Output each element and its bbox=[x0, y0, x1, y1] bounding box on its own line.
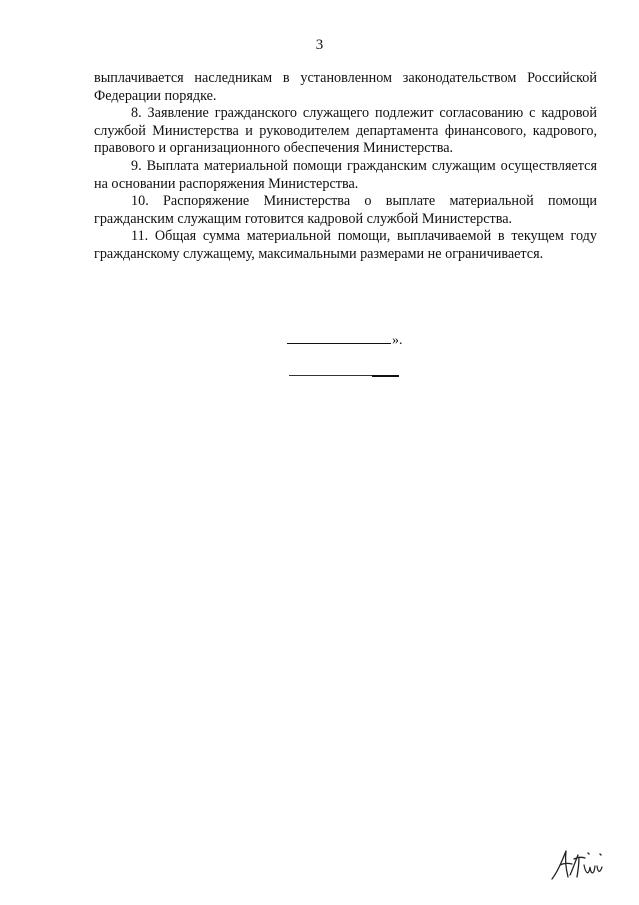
paragraph-continuation: выплачивается наследникам в установленном законодательством Российской Федерации порядке. bbox=[94, 70, 597, 104]
separator-line-accent bbox=[372, 375, 399, 377]
paragraph-8: 8. Заявление гражданского служащего подлежит согласованию с кадровой службой Министерства и руководителем департамента финансового, кадрового, правового и организационного обеспечения Министерства. bbox=[94, 105, 597, 157]
paragraph-11: 11. Общая сумма материальной помощи, выплачиваемой в текущем году гражданскому служащему, максимальными размерами не ограничивается. bbox=[94, 228, 597, 262]
closing-quote: ». bbox=[392, 333, 403, 348]
handwritten-initials-signature bbox=[548, 845, 608, 885]
page-number: 3 bbox=[315, 37, 324, 53]
closing-underline bbox=[287, 343, 391, 344]
closing-mark bbox=[287, 333, 403, 349]
paragraph-9: 9. Выплата материальной помощи гражданским служащим осуществляется на основании распоряжения Министерства. bbox=[94, 157, 597, 192]
document-body bbox=[94, 70, 597, 264]
paragraph-10: 10. Распоряжение Министерства о выплате материальной помощи гражданским служащим готовится кадровой службой Министерства. bbox=[94, 193, 597, 227]
